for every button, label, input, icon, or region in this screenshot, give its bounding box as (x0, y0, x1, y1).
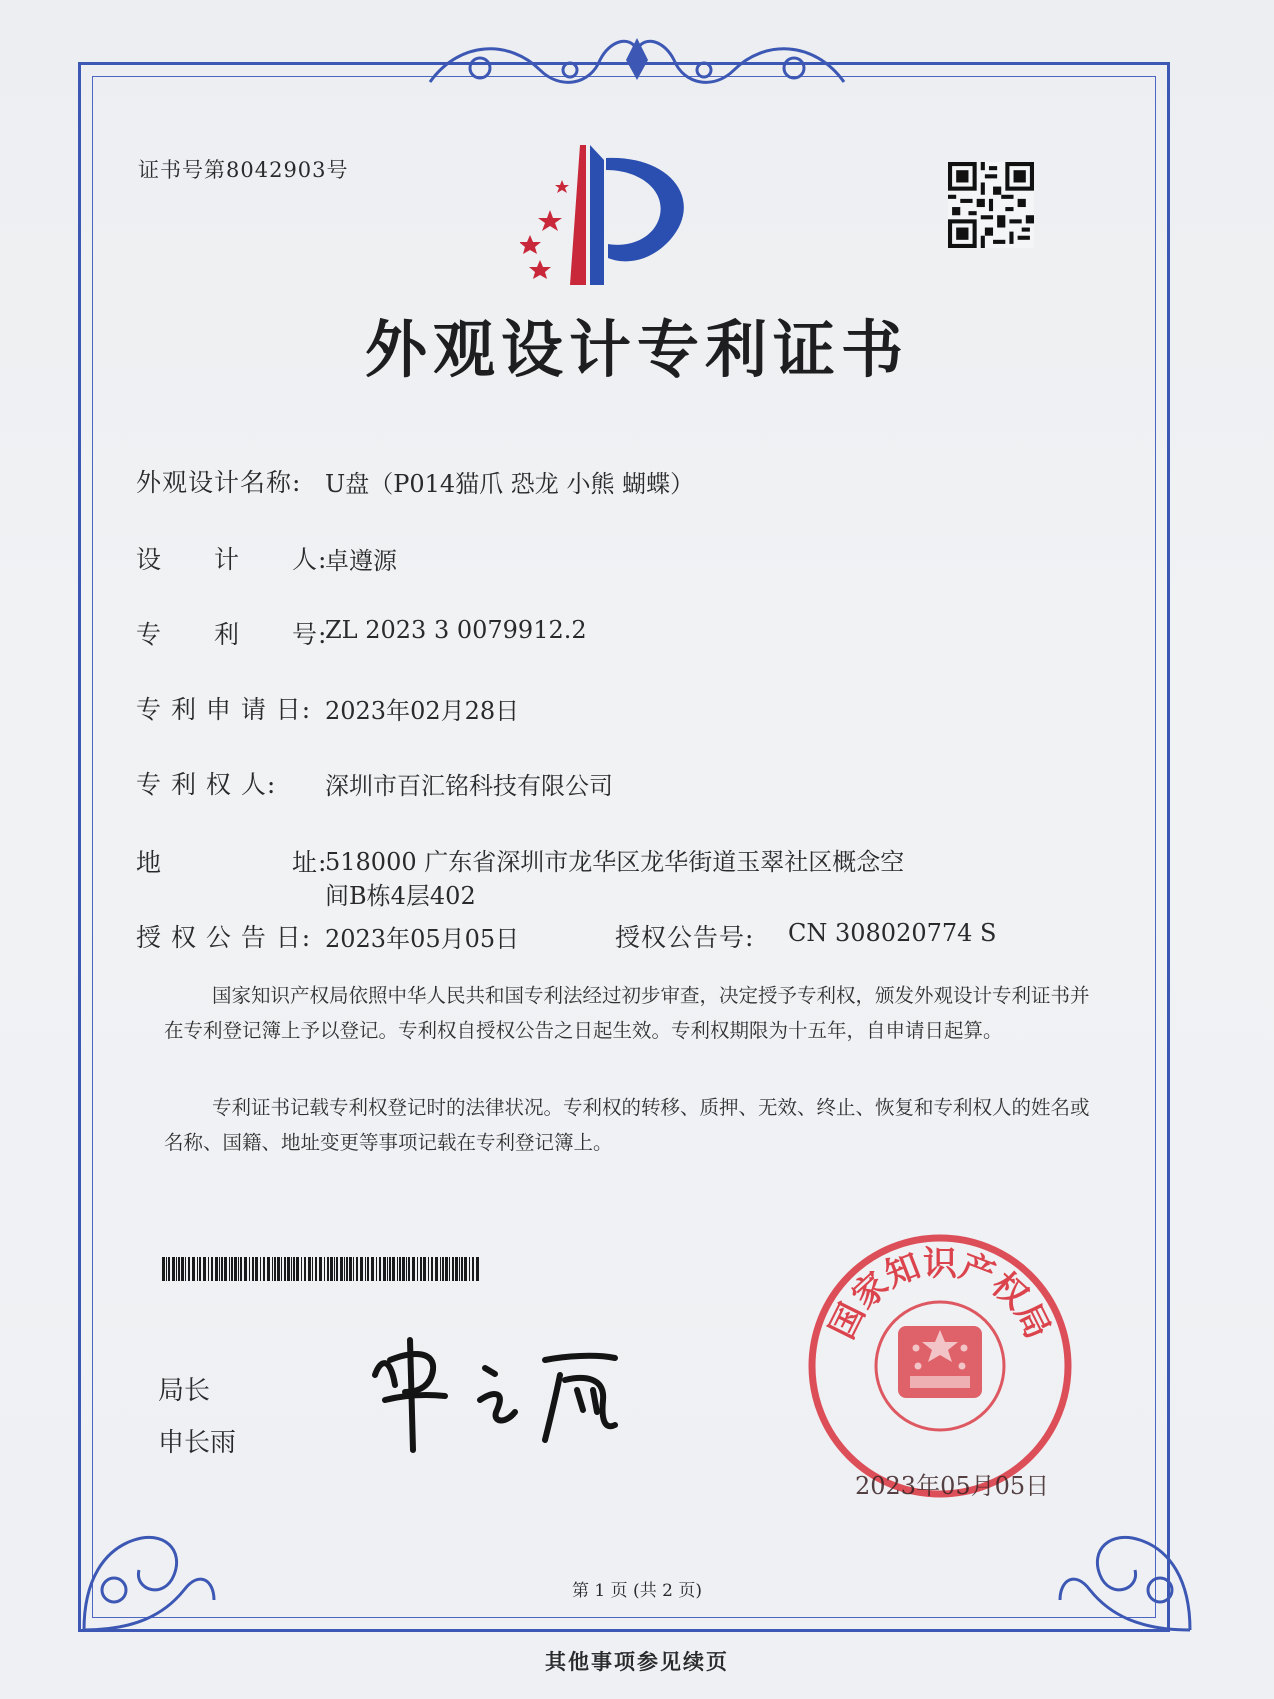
address-label: 地 址: (136, 848, 328, 877)
grant-no-label: 授权公告号: (615, 923, 755, 952)
legal-paragraph-1: 国家知识产权局依照中华人民共和国专利法经过初步审查，决定授予专利权，颁发外观设计专利证书并在专利登记簿上予以登记。专利权自授权公告之日起生效。专利权期限为十五年，自申请日起算。 (164, 984, 1090, 1042)
designer-label: 设 计 人: (136, 545, 328, 574)
qr-code-icon (948, 162, 1034, 248)
seal-text: 国家知识产权局 (822, 1243, 1058, 1346)
address-value-line2: 间B栋4层402 (325, 882, 476, 910)
patentee-label: 专 利 权 人: (136, 770, 277, 799)
director-name: 申长雨 (158, 1428, 237, 1458)
cnipa-logo-icon (520, 140, 705, 290)
design-name-value: U盘（P014猫爪 恐龙 小熊 蝴蝶） (325, 470, 695, 498)
patent-no-value: ZL 2023 3 0079912.2 (325, 616, 587, 644)
certificate-number: 证书号第8042903号 (138, 158, 349, 182)
top-ornament-icon (420, 30, 854, 100)
design-name-label: 外观设计名称: (136, 468, 302, 497)
continued-note: 其他事项参见续页 (545, 1650, 729, 1674)
patentee-value: 深圳市百汇铭科技有限公司 (325, 772, 613, 800)
grant-date-label: 授 权 公 告 日: (136, 923, 312, 952)
corner-ornament-bottom-left-icon (74, 1440, 224, 1640)
director-title: 局长 (158, 1376, 211, 1406)
director-signature-icon (365, 1330, 645, 1460)
page-indicator: 第 1 页 (共 2 页) (572, 1581, 702, 1601)
seal-date: 2023年05月05日 (855, 1472, 1050, 1500)
address-value-line1: 518000 广东省深圳市龙华区龙华街道玉翠社区概念空 (325, 848, 905, 876)
patent-no-label: 专 利 号: (136, 620, 328, 649)
legal-paragraph-2: 专利证书记载专利权登记时的法律状况。专利权的转移、质押、无效、终止、恢复和专利权人的姓名或名称、国籍、地址变更等事项记载在专利登记簿上。 (164, 1096, 1090, 1154)
grant-no-value: CN 308020774 S (788, 919, 997, 947)
application-date-value: 2023年02月28日 (325, 697, 520, 725)
application-date-label: 专 利 申 请 日: (136, 695, 312, 724)
grant-date-value: 2023年05月05日 (325, 925, 520, 953)
official-seal-icon (800, 1226, 1080, 1506)
barcode-icon (162, 1257, 482, 1281)
designer-value: 卓遵源 (325, 547, 397, 575)
certificate-title: 外观设计专利证书 (364, 313, 909, 386)
